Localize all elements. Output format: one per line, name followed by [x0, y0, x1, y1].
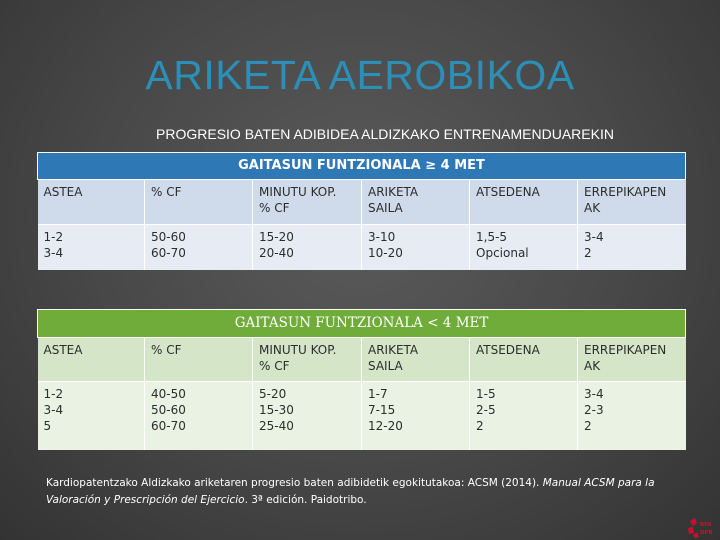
- cell-errepikapen: 3-4 2-3 2: [578, 382, 686, 450]
- cell-cf: 40-50 50-60 60-70: [145, 382, 253, 450]
- table-header: GAITASUN FUNTZIONALA ≥ 4 MET: [38, 153, 686, 180]
- bfa-logo-icon: [687, 517, 711, 539]
- column-header-cf: % CF: [145, 180, 253, 225]
- column-header-minutu: MINUTU KOP. % CF: [253, 338, 362, 382]
- cell-minutu: 5-20 15-30 25-40: [253, 382, 362, 450]
- column-header-minutu: MINUTU KOP. % CF: [253, 180, 362, 225]
- table-row: [38, 382, 686, 450]
- column-header-errepikapen: ERREPIKAPEN AK: [578, 180, 686, 225]
- column-header-astea: ASTEA: [38, 180, 145, 225]
- table-high-capacity: [37, 152, 686, 270]
- cell-astea: 1-2 3-4 5: [38, 382, 145, 450]
- column-header-ariketa: ARIKETA SAILA: [362, 180, 470, 225]
- column-header-cf: % CF: [145, 338, 253, 382]
- cell-atsedena: 1,5-5 Opcional: [470, 225, 578, 270]
- cell-astea: 1-2 3-4: [38, 225, 145, 270]
- page-title: ARIKETA AEROBIKOA: [145, 52, 575, 98]
- table-low-capacity: [37, 309, 686, 450]
- table-row: [38, 225, 686, 270]
- logo-text-bottom: DFB: [700, 530, 713, 536]
- cell-atsedena: 1-5 2-5 2: [470, 382, 578, 450]
- cell-errepikapen: 3-4 2: [578, 225, 686, 270]
- table-column-headers: [38, 338, 686, 382]
- cell-minutu: 15-20 20-40: [253, 225, 362, 270]
- column-header-atsedena: ATSEDENA: [470, 338, 578, 382]
- page-subtitle: PROGRESIO BATEN ADIBIDEA ALDIZKAKO ENTRENAMENDUAREKIN: [156, 126, 614, 142]
- table-header: GAITASUN FUNTZIONALA < 4 MET: [38, 310, 686, 338]
- source-caption: Kardiopatentzako Aldizkako ariketaren progresio baten adibidetik egokitutakoa: ACSM (2014). Manual ACSM para la Valoración y Prescripción del Ejercicio. 3ª edición. Paidotribo.: [46, 477, 655, 506]
- column-header-errepikapen: ERREPIKAPEN AK: [578, 338, 686, 382]
- column-header-ariketa: ARIKETA SAILA: [362, 338, 470, 382]
- cell-cf: 50-60 60-70: [145, 225, 253, 270]
- table-column-headers: [38, 180, 686, 225]
- column-header-atsedena: ATSEDENA: [470, 180, 578, 225]
- cell-ariketa: 1-7 7-15 12-20: [362, 382, 470, 450]
- column-header-astea: ASTEA: [38, 338, 145, 382]
- logo-text-top: BFA: [700, 522, 712, 528]
- cell-ariketa: 3-10 10-20: [362, 225, 470, 270]
